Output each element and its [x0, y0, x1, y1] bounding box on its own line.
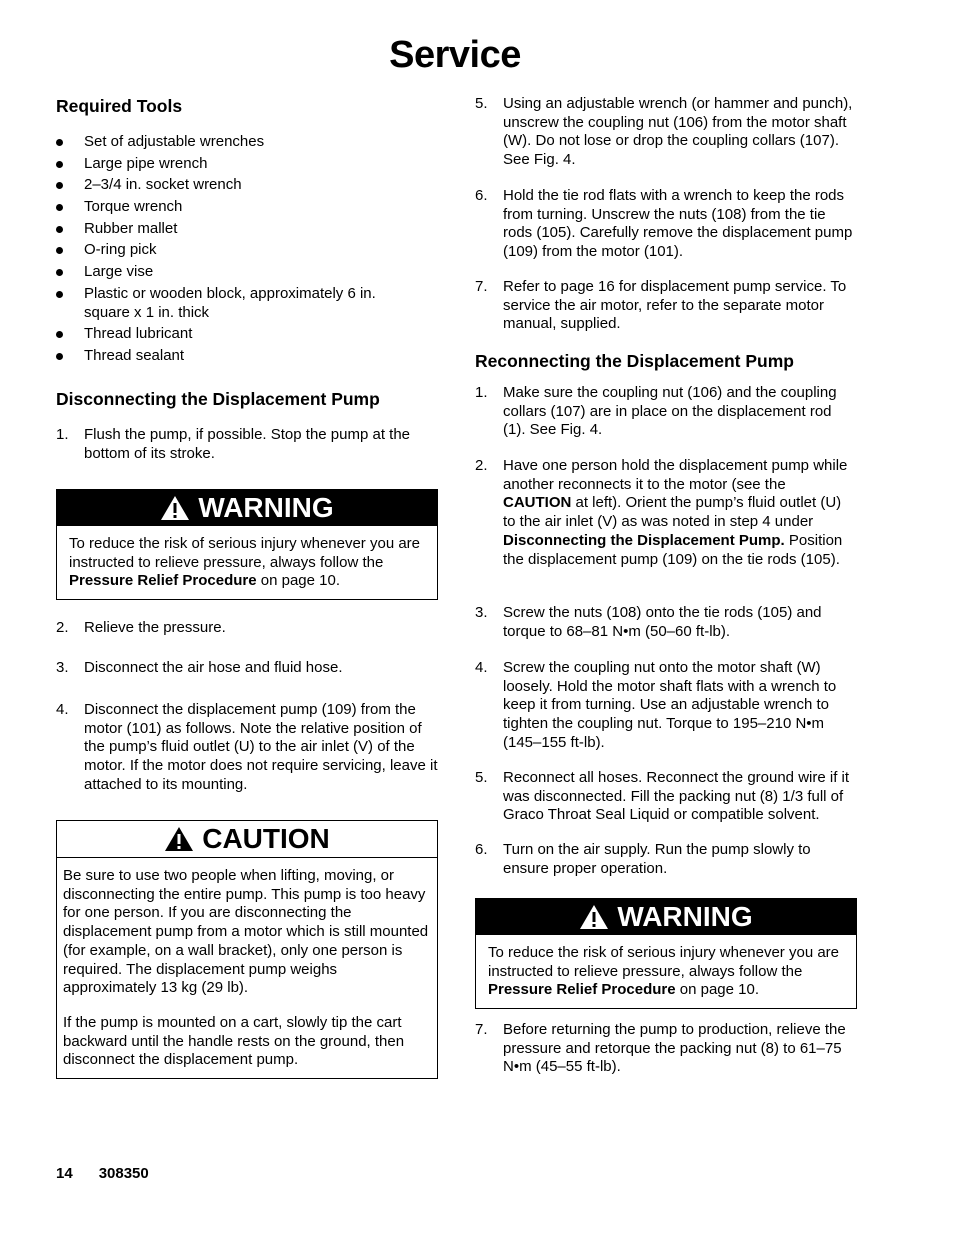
- bullet-icon: [56, 331, 63, 338]
- page-footer: [56, 1165, 175, 1182]
- bullet-icon: [56, 269, 63, 276]
- caution-text: Be sure to use two people when lifting, moving, or disconnecting the entire pump. This pump is too heavy for one person. If you are disconnecting the displacement pump from a motor which is still mounted (for example, on a wall bracket), only one person is required. The displacement pump weighs approximately 13 kg (29 lb). If the pump is mounted on a cart, slowly tip the cart backward until the handle rests on the ground, then disconnect the displacement pump.: [63, 867, 429, 1069]
- bullet-icon: [56, 247, 63, 254]
- caution-box: [56, 820, 438, 1079]
- bullet-icon: [56, 353, 63, 360]
- warning-text: To reduce the risk of serious injury whenever you are instructed to relieve pressure, always follow the Pressure Relief Procedure on page 10.: [488, 944, 840, 999]
- warning-box: [475, 898, 857, 1009]
- warning-triangle-icon: [160, 495, 190, 521]
- warning-header: WARNING: [57, 490, 437, 526]
- bullet-icon: [56, 204, 63, 211]
- bullet-icon: [56, 226, 63, 233]
- bullet-icon: [56, 139, 63, 146]
- document-number: 308350: [98, 1165, 149, 1182]
- caution-header: CAUTION: [57, 821, 437, 858]
- warning-text: To reduce the risk of serious injury whenever you are instructed to relieve pressure, always follow the Pressure Relief Procedure on page 10.: [69, 535, 421, 590]
- reconnecting-heading: Reconnecting the Displacement Pump: [475, 351, 794, 371]
- warning-header: WARNING: [476, 899, 856, 935]
- warning-triangle-icon: [579, 904, 609, 930]
- bullet-icon: [56, 182, 63, 189]
- bullet-icon: [56, 161, 63, 168]
- page-title: Service: [389, 34, 521, 76]
- page-number: 14: [56, 1165, 73, 1182]
- disconnecting-heading: Disconnecting the Displacement Pump: [56, 389, 380, 409]
- bullet-icon: [56, 291, 63, 298]
- caution-triangle-icon: [164, 826, 194, 852]
- warning-box: [56, 489, 438, 600]
- required-tools-heading: Required Tools: [56, 96, 183, 116]
